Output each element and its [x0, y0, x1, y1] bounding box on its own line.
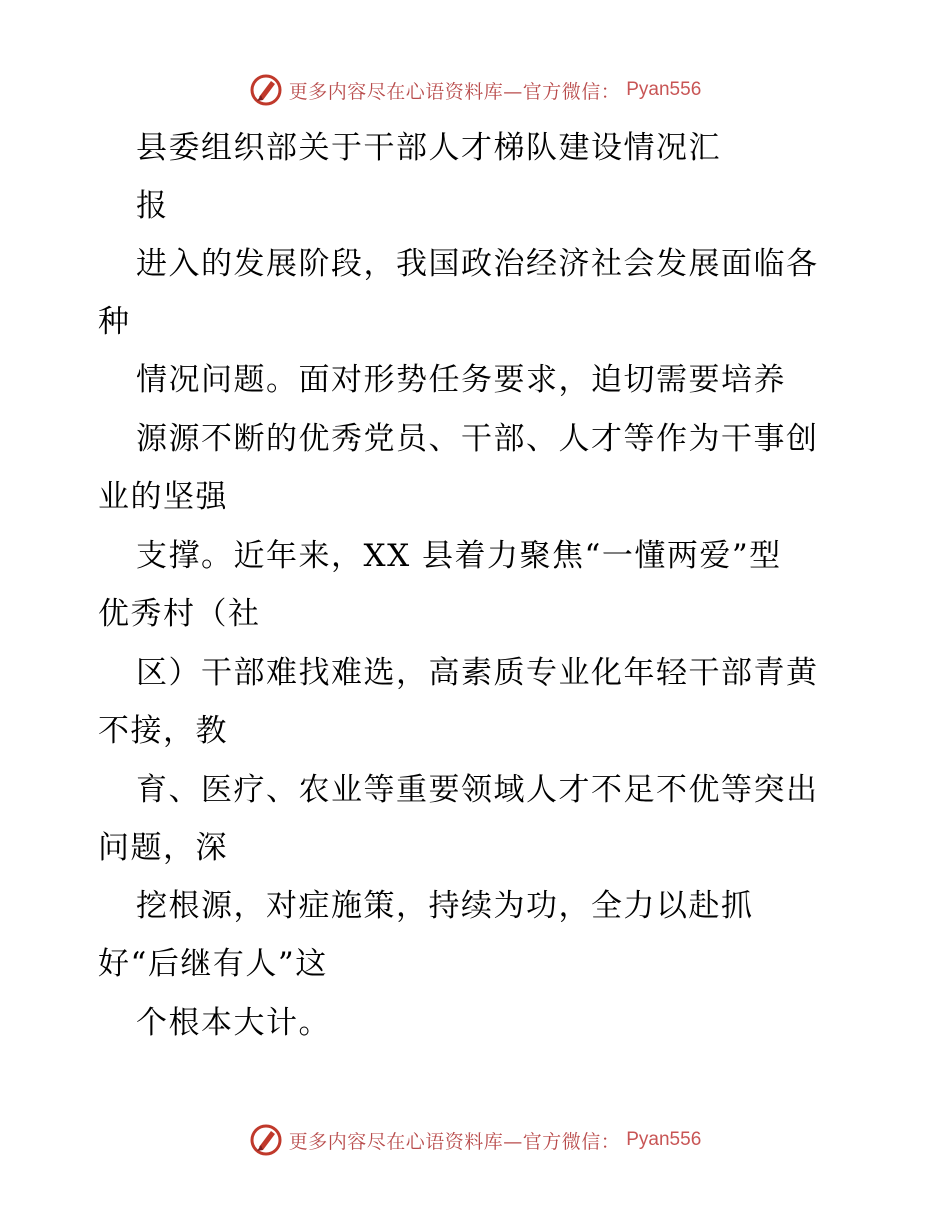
header-banner-text: 更多内容尽在心语资料库—官方微信：: [288, 80, 621, 103]
footer-banner-id: Pyan556: [626, 1129, 702, 1150]
doc-line: 区）干部难找难选，高素质专业化年轻干部青黄: [136, 655, 819, 691]
doc-line: 个根本大计。: [136, 1005, 331, 1041]
doc-line: 优秀村（社: [98, 596, 261, 632]
doc-line: 挖根源，对症施策，持续为功，全力以赴抓: [136, 888, 754, 924]
doc-line: 源源不断的优秀党员、干部、人才等作为干事创: [136, 421, 819, 457]
doc-line: 种: [98, 304, 131, 340]
doc-title-line-2: 报: [136, 188, 169, 224]
doc-title-line-1: 县委组织部关于干部人才梯队建设情况汇: [136, 130, 721, 166]
doc-line: 好“后继有人”这: [98, 946, 328, 982]
brand-logo-icon: [249, 1123, 283, 1157]
footer-banner-text: 更多内容尽在心语资料库—官方微信：: [288, 1130, 621, 1153]
doc-line: 问题，深: [98, 830, 228, 866]
doc-line: 育、医疗、农业等重要领域人才不足不优等突出: [136, 772, 819, 808]
doc-line: 进入的发展阶段，我国政治经济社会发展面临各: [136, 246, 819, 282]
doc-line: 不接，教: [98, 713, 228, 749]
doc-line: 支撑。近年来，XX 县着力聚焦“一懂两爱”型: [136, 538, 782, 574]
doc-line: 情况问题。面对形势任务要求，迫切需要培养: [136, 362, 786, 398]
footer-banner: [0, 1120, 950, 1160]
doc-line: 业的坚强: [98, 479, 228, 515]
header-banner-id: Pyan556: [626, 79, 702, 100]
